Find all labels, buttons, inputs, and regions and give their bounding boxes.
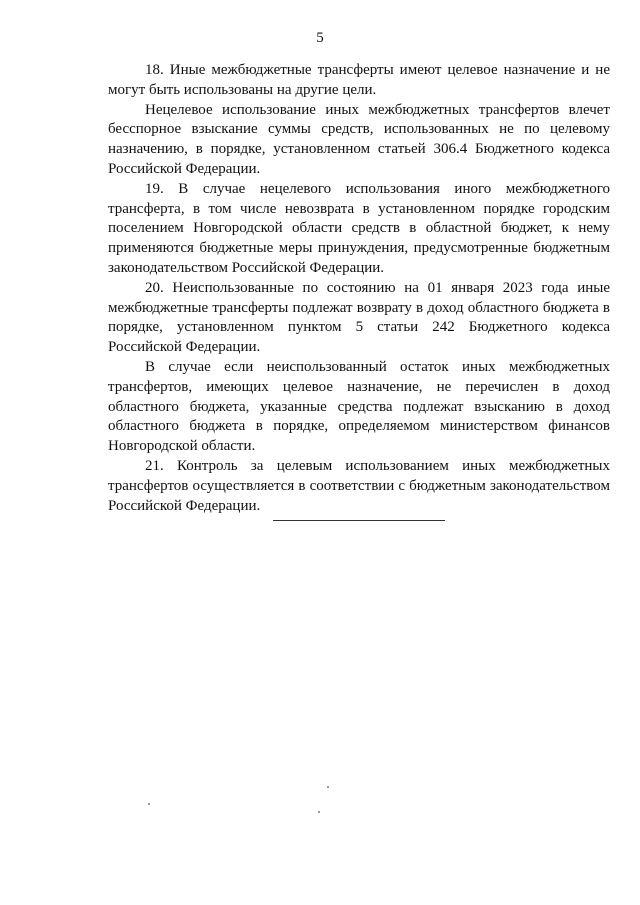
paragraph-20: 20. Неиспользованные по состоянию на 01 января 2023 года иные межбюджетные трансферты подлежат возврату в доход областного бюджета в порядке, установленном пунктом 5 статьи 242 Бюджетного кодекса Российской Федерации.	[108, 279, 610, 356]
paragraph-19: 19. В случае нецелевого использования иного межбюджетного трансферта, в том числе невозврата в установленном порядке городским поселением Новгородской области средств в областной бюджет, к нему применяются бюджетные меры принуждения, предусмотренные бюджетным законодательством Российской Федерации.	[108, 180, 610, 276]
paragraph-21: 21. Контроль за целевым использованием иных межбюджетных трансфертов осуществляется в соответствии с бюджетным законодательством Российской Федерации.	[108, 457, 610, 514]
scan-speck	[318, 811, 320, 813]
paragraph-misuse-recovery: Нецелевое использование иных межбюджетных трансфертов влечет бесспорное взыскание суммы средств, использованных не по целевому назначению, в порядке, установленном статьей 306.4 Бюджетного кодекса Российской Федерации.	[108, 101, 610, 177]
scan-speck	[148, 803, 150, 805]
paragraph-18: 18. Иные межбюджетные трансферты имеют целевое назначение и не могут быть использованы на другие цели.	[108, 62, 610, 98]
document-body	[108, 61, 610, 516]
end-divider-line	[273, 520, 445, 521]
scan-speck	[327, 786, 329, 788]
paragraph-unused-balance: В случае если неиспользованный остаток иных межбюджетных трансфертов, имеющих целевое назначение, не перечислен в доход областного бюджета, указанные средства подлежат взысканию в доход областного бюджета в порядке, определяемом министерством финансов Новгородской области.	[108, 358, 610, 455]
page-number: 5	[316, 30, 324, 46]
